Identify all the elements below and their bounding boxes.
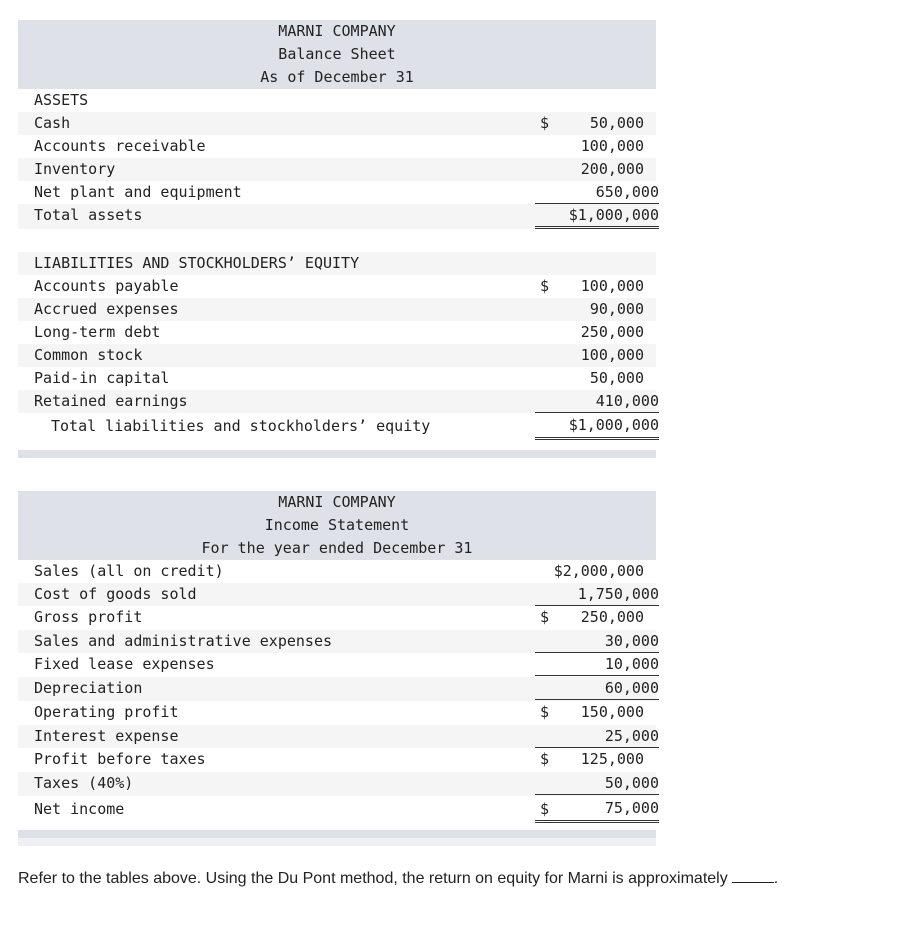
row-value: 650,000	[535, 181, 659, 204]
table-row	[18, 344, 656, 367]
row-label: Common stock	[34, 346, 143, 364]
row-value: 90,000	[589, 300, 644, 318]
table-row	[18, 321, 656, 344]
row-label: Total assets	[34, 206, 143, 224]
table-row	[18, 560, 656, 583]
row-value: 60,000	[535, 677, 659, 700]
row-value: 200,000	[580, 160, 644, 178]
table-row	[18, 135, 656, 158]
dollar-sign: $	[540, 277, 550, 295]
row-value: 250,000	[580, 608, 644, 626]
row-label: Retained earnings	[34, 392, 188, 410]
row-value: 100,000	[580, 346, 644, 364]
income-statement-header	[18, 491, 656, 560]
row-value: 10,000	[535, 653, 659, 676]
row-label: Interest expense	[34, 727, 179, 745]
row-label: Total liabilities and stockholders’ equity	[51, 417, 431, 435]
total-assets-value: $1,000,000	[535, 204, 659, 229]
balance-sheet-header	[18, 20, 656, 89]
assets-heading-row	[18, 89, 656, 112]
total-liabilities-value: $1,000,000	[535, 413, 659, 440]
bs-date: As of December 31	[260, 68, 414, 86]
dollar-sign: $	[540, 750, 550, 768]
assets-heading: ASSETS	[34, 91, 89, 109]
net-income-row	[18, 796, 659, 822]
table-row	[18, 606, 656, 630]
row-value: $2,000,000	[553, 562, 644, 580]
table-row	[18, 630, 659, 653]
is-date: For the year ended December 31	[201, 539, 473, 557]
table-row	[18, 275, 656, 298]
row-value: 100,000	[580, 277, 644, 295]
table-row	[18, 181, 659, 204]
row-label: Depreciation	[34, 679, 143, 697]
row-label: Net plant and equipment	[34, 183, 242, 201]
question-body: Refer to the tables above. Using the Du Pont method, the return on equity for Marni is approximately	[18, 870, 728, 887]
table-row	[18, 725, 659, 748]
table-row	[18, 158, 656, 181]
row-label: Accounts payable	[34, 277, 179, 295]
table-row	[18, 772, 659, 796]
row-label: Accrued expenses	[34, 300, 179, 318]
table-row	[18, 701, 656, 725]
row-value: 50,000	[535, 772, 659, 795]
row-label: Long-term debt	[34, 323, 161, 341]
total-assets-row	[18, 204, 659, 229]
row-label: Net income	[34, 800, 125, 818]
table-row	[18, 298, 656, 321]
question-end: .	[773, 870, 779, 887]
total-liabilities-row	[18, 413, 659, 439]
dollar-sign: $	[540, 703, 550, 721]
table-row	[18, 653, 659, 677]
table-row	[18, 583, 659, 606]
table-row	[18, 112, 656, 135]
row-label: Cost of goods sold	[34, 585, 197, 603]
row-label: Inventory	[34, 160, 116, 178]
bs-title: Balance Sheet	[278, 45, 396, 63]
row-value: 410,000	[535, 390, 659, 413]
liabilities-heading: LIABILITIES AND STOCKHOLDERS’ EQUITY	[34, 254, 360, 272]
dollar-sign: $	[540, 800, 550, 818]
income-statement-table	[18, 491, 659, 822]
table-row	[18, 390, 659, 413]
row-value: 25,000	[535, 725, 659, 748]
spacer-row	[18, 229, 656, 252]
row-label: Paid-in capital	[34, 369, 170, 387]
row-label: Taxes (40%)	[34, 774, 134, 792]
table-bottom-bar	[18, 830, 656, 838]
balance-sheet-table	[18, 20, 659, 439]
row-value: 50,000	[589, 114, 644, 132]
dollar-sign: $	[540, 608, 550, 626]
row-label: Accounts receivable	[34, 137, 206, 155]
table-row	[18, 367, 656, 390]
row-label: Operating profit	[34, 703, 179, 721]
table-bottom-bar	[18, 450, 656, 458]
row-label: Profit before taxes	[34, 750, 206, 768]
row-value: 150,000	[580, 703, 644, 721]
net-income-value: 75,000	[535, 796, 659, 823]
row-label: Fixed lease expenses	[34, 655, 215, 673]
is-title: Income Statement	[264, 516, 410, 534]
row-value: 30,000	[535, 630, 659, 653]
is-company-name: MARNI COMPANY	[278, 493, 396, 511]
row-value: 125,000	[580, 750, 644, 768]
table-bottom-bar-light	[18, 838, 656, 846]
row-value: 100,000	[580, 137, 644, 155]
row-value: 250,000	[580, 323, 644, 341]
row-value: 50,000	[589, 369, 644, 387]
dollar-sign: $	[540, 114, 550, 132]
row-label: Sales and administrative expenses	[34, 632, 333, 650]
answer-blank	[732, 870, 774, 883]
row-label: Sales (all on credit)	[34, 562, 224, 580]
row-value: 1,750,000	[535, 583, 659, 606]
table-row	[18, 748, 656, 772]
table-row	[18, 677, 659, 701]
row-label: Cash	[34, 114, 71, 132]
bs-company-name: MARNI COMPANY	[278, 22, 396, 40]
liabilities-heading-row	[18, 252, 656, 275]
row-label: Gross profit	[34, 608, 143, 626]
question-text	[18, 870, 778, 888]
